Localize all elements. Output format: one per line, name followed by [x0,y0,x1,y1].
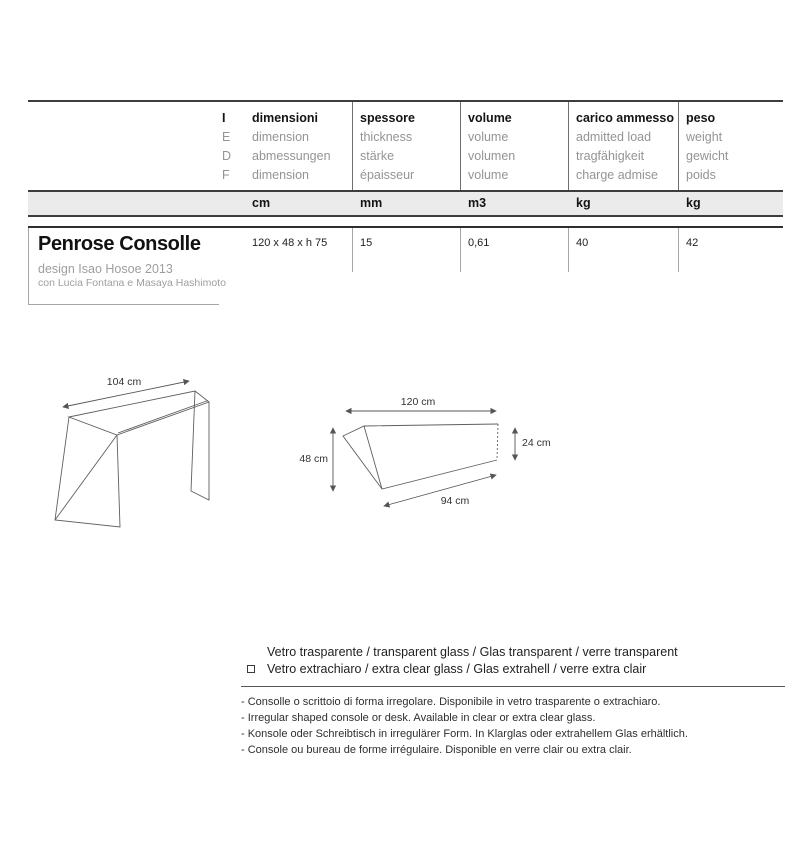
unit-kg-weight: kg [686,196,701,210]
unit-mm: mm [360,196,383,210]
description-german: - Konsole oder Schreibtisch in irregulärer Form. In Klarglas oder extrahellem Glas erhältlich. [241,728,688,740]
dimension-label-104cm: 104 cm [106,376,142,388]
column-label-volume: volume [468,111,512,125]
language-code: E [222,130,231,144]
value-volume: 0,61 [468,237,490,249]
column-label-dimensions: dimension [252,130,309,144]
product-row [28,226,783,304]
column-label-thickness: spessore [360,111,415,125]
value-admitted-load: 40 [576,237,589,249]
column-label-load: charge admise [576,168,658,182]
console-left-leg [55,417,120,527]
dimension-label-94cm: 94 cm [440,495,470,507]
glass-option-extra-clear: Vetro extrachiaro / extra clear glass / Glas extrahell / verre extra clair [267,662,647,676]
console-fold-line [55,435,117,520]
product-cell-left-border [28,228,29,304]
column-label-volume: volumen [468,149,516,163]
column-label-weight: peso [686,111,716,125]
column-label-dimensions: dimension [252,168,309,182]
column-label-weight: weight [686,130,723,144]
column-separator [352,228,353,272]
header-row-italian [28,111,783,126]
column-label-thickness: stärke [360,149,395,163]
column-separator [460,228,461,272]
unit-kg-load: kg [576,196,591,210]
extra-clear-glass-checkbox[interactable] [247,665,255,673]
header-row-german [28,149,783,164]
header-row-english [28,130,783,145]
description-block [241,694,688,758]
language-code: I [222,111,226,125]
plan-drawing [290,382,565,517]
description-italian: - Consolle o scrittoio di forma irregolare. Disponibile in vetro trasparente o extrachiaro. [241,696,661,708]
spec-table-header [28,100,783,192]
console-top-surface [69,391,209,435]
header-row-french [28,168,783,183]
column-label-dimensions: dimensioni [252,111,318,125]
description-english: - Irregular shaped console or desk. Available in clear or extra clear glass. [241,712,596,724]
console-plan-fold-line [364,426,382,489]
column-label-load: carico ammesso [576,111,674,125]
column-label-thickness: thickness [360,130,413,144]
column-label-volume: volume [468,168,509,182]
column-separator [568,228,569,272]
dimension-label-24cm: 24 cm [522,437,551,449]
column-label-load: admitted load [576,130,652,144]
description-french: - Console ou bureau de forme irrégulaire. Disponible en verre clair ou extra clair. [241,744,632,756]
product-cell-bottom-border [28,304,219,305]
column-label-weight: poids [686,168,716,182]
designer-credit: design Isao Hosoe 2013 [38,262,173,276]
value-weight: 42 [686,237,699,249]
column-label-dimensions: abmessungen [252,149,331,163]
dimension-label-48cm: 48 cm [299,453,328,465]
column-label-thickness: épaisseur [360,168,415,182]
value-thickness: 15 [360,237,373,249]
dimension-label-120cm: 120 cm [400,396,436,408]
column-separator [678,228,679,272]
language-code: D [222,149,232,163]
co-designer-credit: con Lucia Fontana e Masaya Hashimoto [38,277,226,289]
product-title: Penrose Consolle [38,233,201,255]
spec-table-units-row [28,190,783,217]
isometric-drawing [40,355,245,535]
column-label-volume: volume [468,130,509,144]
language-code: F [222,168,230,182]
divider-line [241,686,785,687]
column-label-weight: gewicht [686,149,729,163]
value-dimensions: 120 x 48 x h 75 [252,237,328,249]
unit-cm: cm [252,196,271,210]
glass-option-transparent: Vetro trasparente / transparent glass / Glas transparent / verre transparent [267,645,678,659]
column-label-load: tragfähigkeit [576,149,645,163]
unit-m3: m3 [468,196,487,210]
console-plan-dotted-edge [497,424,498,460]
